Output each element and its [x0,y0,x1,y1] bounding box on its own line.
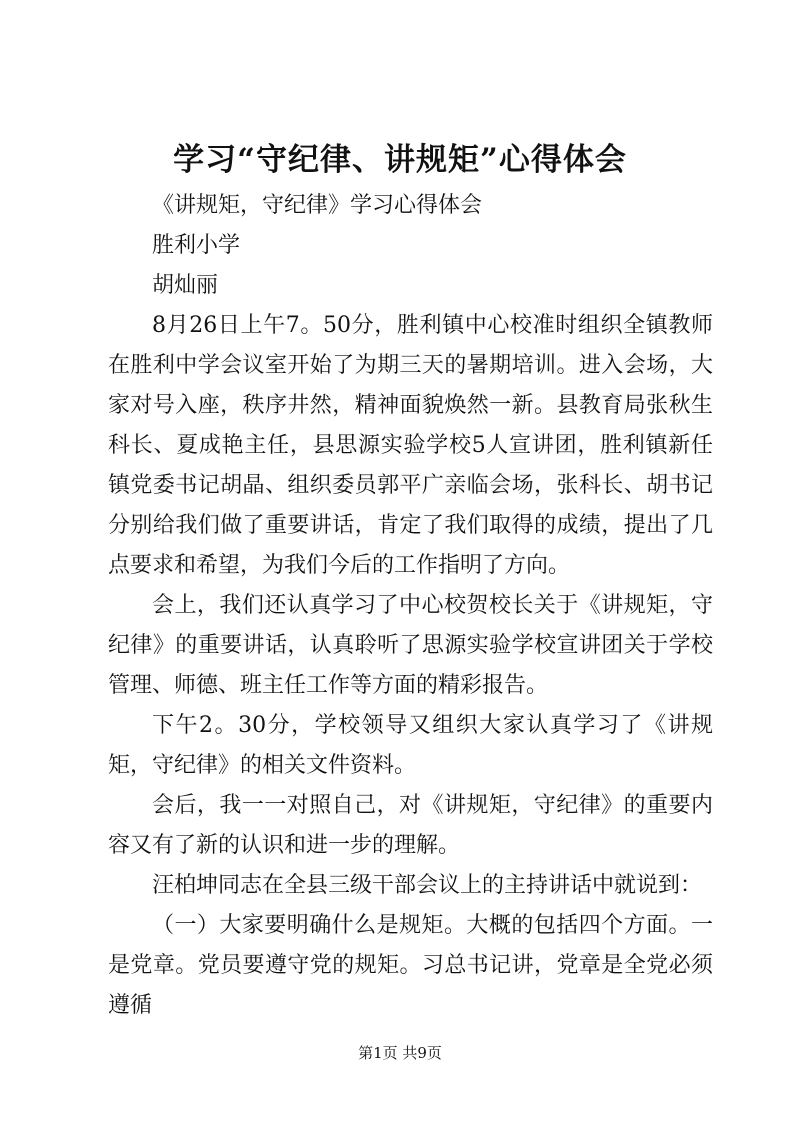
subtitle-line: 《讲规矩，守纪律》学习心得体会 [152,193,483,218]
body-paragraph: 下午2。30分，学校领导又组织大家认真学习了《讲规矩，守纪律》的相关文件资料。 [108,713,713,778]
document-body [108,186,713,1026]
body-paragraph: 会上，我们还认真学习了中心校贺校长关于《讲规矩，守纪律》的重要讲话，认真聆听了思源实验学校宣讲团关于学校管理、师德、班主任工作等方面的精彩报告。 [108,593,713,698]
body-paragraph: 汪柏坤同志在全县三级干部会议上的主持讲话中就说到： [152,873,703,898]
body-paragraph: （一）大家要明确什么是规矩。大概的包括四个方面。一是党章。党员要遵守党的规矩。习总书记讲，党章是全党必须遵循 [108,913,713,1018]
page-footer: 第1页 共9页 [358,1044,442,1062]
body-paragraph: 会后，我一一对照自己，对《讲规矩，守纪律》的重要内容又有了新的认识和进一步的理解。 [108,793,713,858]
school-line: 胜利小学 [152,233,241,258]
body-paragraph: 8月26日上午7。50分，胜利镇中心校准时组织全镇教师在胜利中学会议室开始了为期三天的暑期培训。进入会场，大家对号入座，秩序井然，精神面貌焕然一新。县教育局张秋生科长、夏成艳主任，县思源实验学校5人宣讲团，胜利镇新任镇党委书记胡晶、组织委员郭平广亲临会场，张科长、胡书记分别给我们做了重要讲话，肯定了我们取得的成绩，提出了几点要求和希望，为我们今后的工作指明了方向。 [108,313,713,578]
document-title: 学习“守纪律、讲规矩”心得体会 [173,142,627,178]
author-line: 胡灿丽 [152,273,219,298]
